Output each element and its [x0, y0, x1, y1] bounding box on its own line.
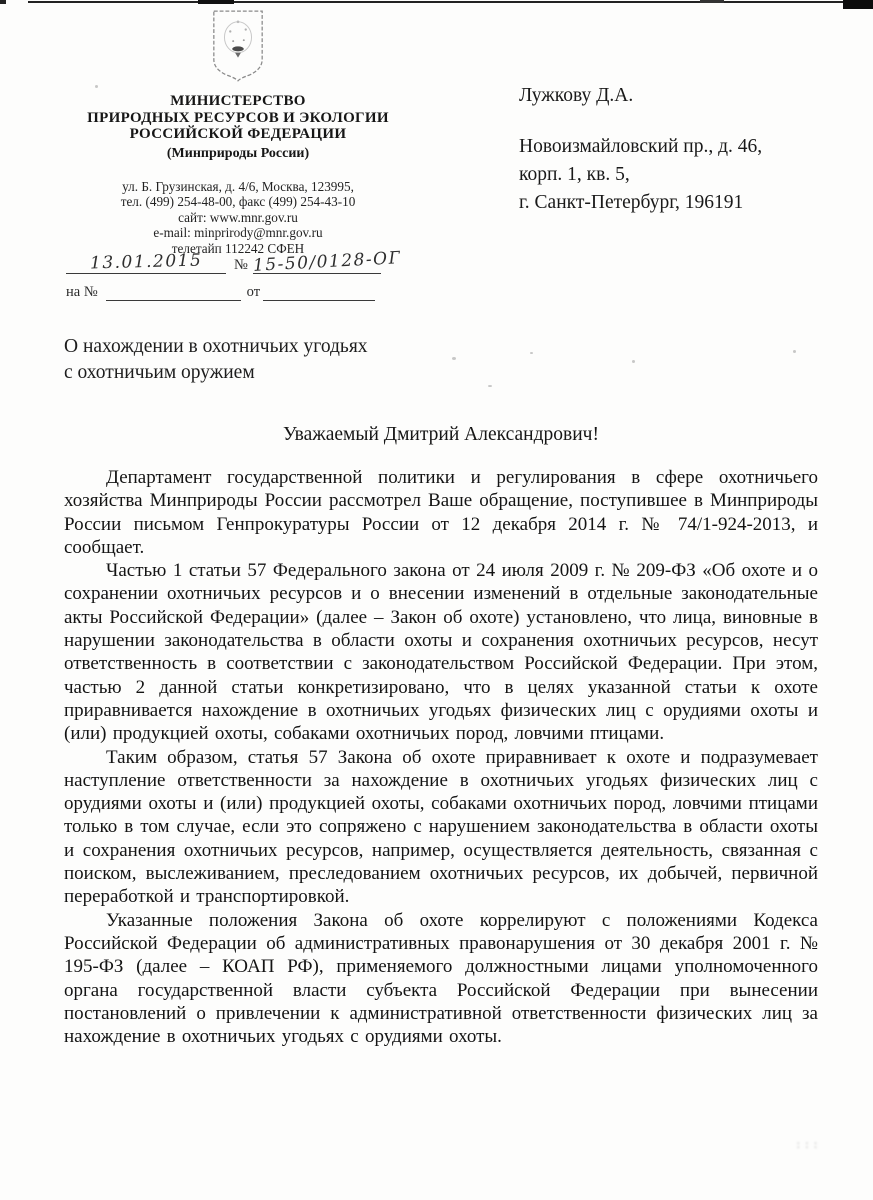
scan-speckle	[530, 352, 533, 354]
scan-smudge: :::	[795, 1138, 821, 1151]
subject-line: с охотничьим оружием	[64, 362, 255, 383]
ministry-phone: тел. (499) 254-48-00, факс (499) 254-43-10	[120, 194, 356, 210]
scan-edge-line	[28, 1, 873, 3]
reply-number-field	[106, 283, 241, 301]
outgoing-number-field	[252, 248, 402, 276]
scan-corner-artifact	[843, 0, 873, 9]
recipient-name: Лужкову Д.А.	[519, 85, 634, 106]
from-label: от	[246, 284, 261, 300]
scan-speckle	[488, 385, 492, 387]
body-paragraph: Частью 1 статьи 57 Федерального закона от 24 июля 2009 г. № 209-ФЗ «Об охоте и о сохранении охотничьих ресурсов и о внесении изменений в отдельные законодательные акты Российской Федерации» (далее – Закон об охоте) установлено, что лица, виновные в нарушении законодательства в области охоты и сохранения охотничьих ресурсов, несут ответственность в соответствии с законодательством Российской Федерации. При этом, частью 2 данной статьи конкретизировано, что в целях указанной статьи к охоте приравнивается нахождение в охотничьих угодьях физических лиц с орудиями охоты и (или) продукцией охоты, собаками охотничьих пород, ловчими птицами.	[64, 560, 818, 745]
letterhead	[66, 8, 410, 256]
ministry-contact-block	[66, 179, 410, 257]
body-paragraph: Департамент государственной политики и регулирования в сфере охотничьего хозяйства Минприроды России рассмотрел Ваше обращение, поступившее в Минприроды России письмом Генпрокуратуры России от 12 декабря 2014 г. № 74/1-924-2013, и сообщает.	[64, 467, 818, 558]
ministry-email: e-mail: minprirody@mnr.gov.ru	[153, 225, 323, 241]
scan-speckle	[793, 350, 796, 353]
ministry-name-line: ПРИРОДНЫХ РЕСУРСОВ И ЭКОЛОГИИ	[87, 109, 389, 126]
scan-edge-blob	[700, 0, 724, 3]
ministry-address: ул. Б. Грузинская, д. 4/6, Москва, 123995,	[122, 178, 354, 194]
handwritten-date: 13.01.2015	[89, 250, 203, 274]
number-sign-label: №	[234, 257, 248, 273]
reply-reference-row	[66, 283, 400, 301]
salutation: Уважаемый Дмитрий Александрович!	[283, 424, 599, 445]
handwritten-number: 15-50/0128-ОГ	[252, 248, 402, 276]
ministry-website: сайт: www.mnr.gov.ru	[178, 209, 298, 225]
reply-to-label: на №	[66, 284, 98, 300]
recipient-address-line: г. Санкт-Петербург, 196191	[519, 192, 744, 213]
scan-speckle	[632, 360, 635, 363]
scan-speckle	[452, 357, 456, 360]
body-paragraph: Таким образом, статья 57 Закона об охоте приравнивает к охоте и подразумевает наступление ответственности за нахождение в охотничьих угодьях физических лиц с орудиями охоты и (или) продукцией охоты, собаками охотничьих пород, ловчими птицами только в том случае, если это сопряжено с нарушением законодательства в области охоты и сохранения охотничьих ресурсов, например, осуществляется деятельность, связанная с поиском, выслеживанием, преследованием охотничьих ресурсов, их добычей, первичной переработкой и транспортировкой.	[64, 746, 818, 908]
ministry-short-name: (Минприроды России)	[166, 145, 310, 161]
date-field	[66, 252, 226, 274]
reply-date-field	[263, 283, 375, 301]
ministry-name-line: РОССИЙСКОЙ ФЕДЕРАЦИИ	[129, 126, 347, 142]
recipient-address-line: корп. 1, кв. 5,	[519, 164, 630, 185]
letter-body	[64, 466, 818, 1048]
body-paragraph: Указанные положения Закона об охоте коррелируют с положениями Кодекса Российской Федерации об административных правонарушения от 30 декабря 2001 г. № 195-ФЗ (далее – КОАП РФ), применяемого должностными лицами уполномоченного органа государственной власти субъекта Российской Федерации при вынесении постановлений о привлечении к административной ответственности физических лиц за нахождение в охотничьих угодьях с орудиями охоты.	[64, 909, 818, 1048]
recipient-block	[519, 82, 762, 217]
recipient-address-line: Новоизмайловский пр., д. 46,	[519, 136, 763, 157]
scan-corner-artifact	[0, 0, 6, 4]
ministry-name-line: МИНИСТЕРСТВО	[170, 93, 306, 109]
ministry-teletype: телетайп 112242 СФЕН	[171, 240, 305, 256]
coat-of-arms-icon	[209, 8, 267, 87]
subject-line: О нахождении в охотничьих угодьях	[64, 336, 368, 357]
subject-block	[64, 334, 368, 386]
scan-edge-blob	[198, 0, 234, 4]
